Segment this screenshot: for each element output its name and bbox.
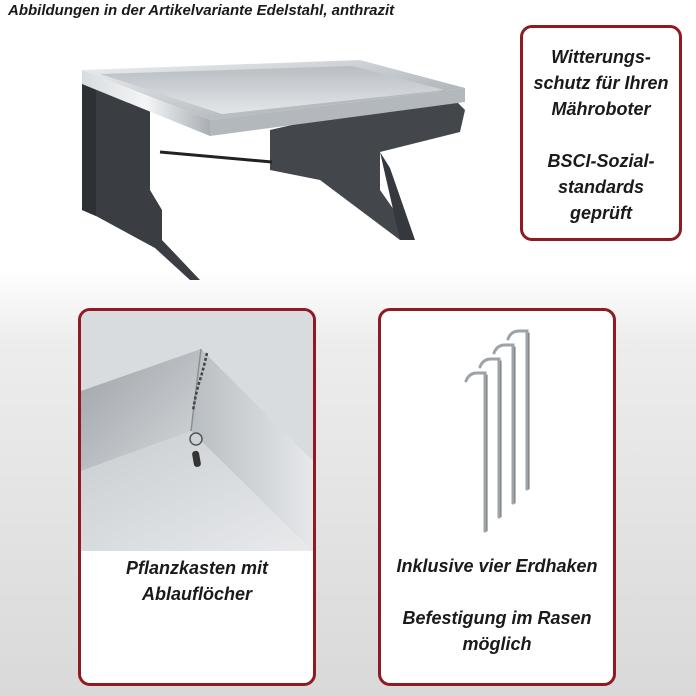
lawn-fixing-caption: Befestigung im Rasen möglich <box>402 608 592 654</box>
planter-caption: Pflanzkasten mit Ablauflöcher <box>125 558 269 604</box>
ground-hooks-image <box>381 311 613 541</box>
hooks-caption: Inklusive vier Erdhaken <box>396 556 598 576</box>
product-image <box>60 40 500 290</box>
bsci-text: BSCI-Sozial- standards geprüft <box>547 151 655 223</box>
ground-hooks-card <box>378 308 616 686</box>
feature-info-box <box>520 25 682 241</box>
planter-drain-image <box>81 311 313 551</box>
product-caption: Abbildungen in der Artikelvariante Edelstahl, anthrazit <box>8 2 395 19</box>
planter-detail-card <box>78 308 316 686</box>
weather-protection-text: Witterungs- schutz für Ihren Mähroboter <box>533 47 669 119</box>
